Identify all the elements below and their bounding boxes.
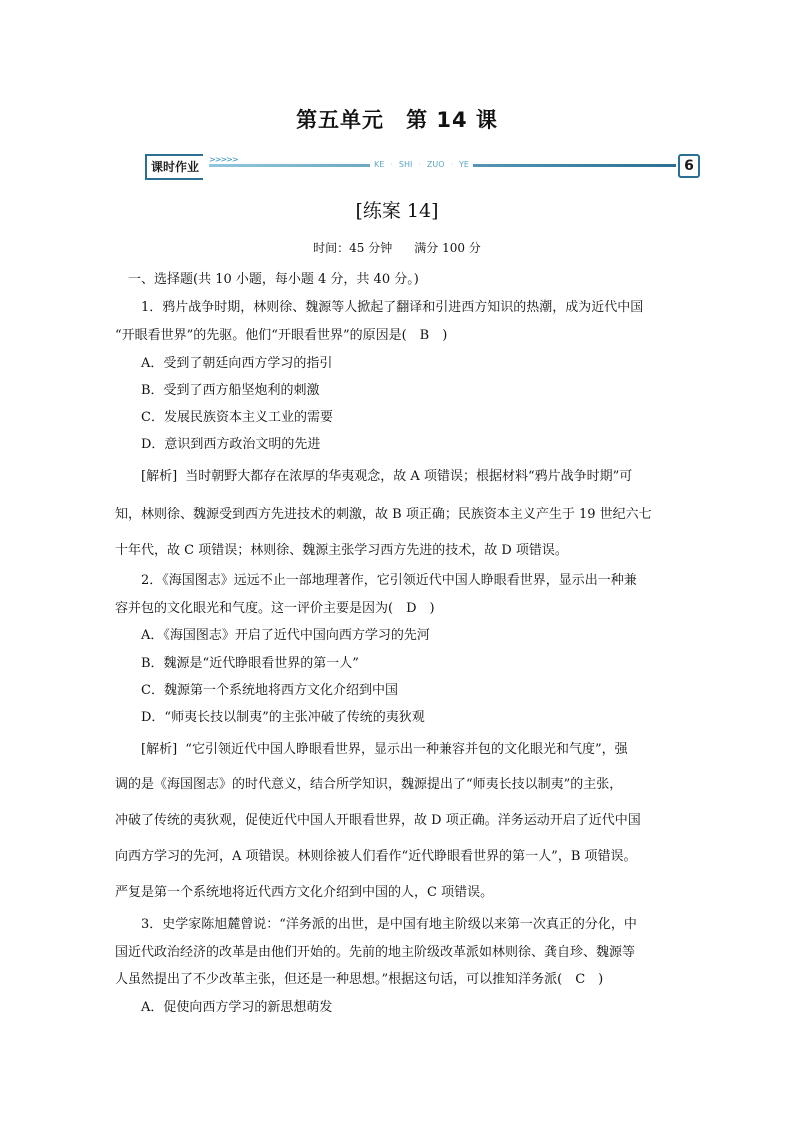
q3-option-a: A．促使向西方学习的新思想萌发 <box>141 1000 333 1015</box>
homework-banner <box>145 152 700 178</box>
q1-option-b: B．受到了西方船坚炮利的刺激 <box>141 383 320 398</box>
q2-option-b: B．魏源是“近代睁眼看世界的第一人” <box>141 656 359 671</box>
q2-analysis-line: 向西方学习的先河，A 项错误。林则徐被人们看作“近代睁眼看世界的第一人”，B 项错误。 <box>115 849 637 864</box>
q1-stem-line: 1．鸦片战争时期，林则徐、魏源等人掀起了翻译和引进西方知识的热潮，成为近代中国 <box>141 300 644 315</box>
time-limit: 时间：45 分钟 <box>313 241 393 255</box>
full-score: 满分 100 分 <box>414 241 481 255</box>
q2-stem-line: 2．《海国图志》远远不止一部地理著作，它引领近代中国人睁眼看世界，显示出一种兼 <box>141 573 637 588</box>
q2-analysis-line: 冲破了传统的夷狄观，促使近代中国人开眼看世界，故 D 项正确。洋务运动开启了近代中国 <box>115 813 641 828</box>
unit-title <box>0 104 794 134</box>
q1-stem-line: “开眼看世界”的先驱。他们“开眼看世界”的原因是( B ) <box>115 328 448 343</box>
q1-option-a: A．受到了朝廷向西方学习的指引 <box>141 356 333 371</box>
analysis-text: 当时朝野大都存在浓厚的华夷观念，故 A 项错误；根据材料“鸦片战争时期”可 <box>185 469 633 484</box>
q2-analysis-line: 调的是《海国图志》的时代意义，结合所学知识，魏源提出了“师夷长技以制夷”的主张， <box>115 777 623 792</box>
q2-option-c: C．魏源第一个系统地将西方文化介绍到中国 <box>141 683 398 698</box>
q3-stem-line: 国近代政治经济的改革是由他们开始的。先前的地主阶级改革派如林则徐、龚自珍、魏源等 <box>115 945 636 960</box>
banner-word: ZUO <box>426 160 445 169</box>
q2-analysis-line: 严复是第一个系统地将近代西方文化介绍到中国的人，C 项错误。 <box>115 885 494 900</box>
q2-analysis-line <box>141 738 628 757</box>
banner-label: 课时作业 <box>145 154 203 180</box>
q2-option-d: D．“师夷长技以制夷”的主张冲破了传统的夷狄观 <box>141 710 425 725</box>
banner-word: SHI <box>398 160 413 169</box>
q3-stem-line: 3．史学家陈旭麓曾说：“洋务派的出世，是中国有地主阶级以来第一次真正的分化，中 <box>141 917 637 932</box>
q1-option-c: C．发展民族资本主义工业的需要 <box>141 410 333 425</box>
banner-word: YE <box>459 160 469 169</box>
banner-word: KE <box>374 160 385 169</box>
q3-stem-line: 人虽然提出了不少改革主张，但还是一种思想。”根据这句话，可以推知洋务派( C ) <box>115 972 604 987</box>
analysis-text: “它引领近代中国人睁眼看世界，显示出一种兼容并包的文化眼光和气度”，强 <box>185 742 628 757</box>
exercise-title: [练案 14] <box>355 200 439 222</box>
section-heading: 一、选择题(共 10 小题，每小题 4 分，共 40 分。) <box>128 272 419 287</box>
q1-analysis-line: 十年代，故 C 项错误；林则徐、魏源主张学习西方先进的技术，故 D 项错误。 <box>115 543 568 558</box>
q1-option-d: D．意识到西方政治文明的先进 <box>141 437 321 452</box>
q2-stem-line: 容并包的文化眼光和气度。这一评价主要是因为( D ) <box>115 601 435 616</box>
analysis-tag: [解析] <box>141 742 178 757</box>
q1-analysis-line <box>141 465 632 484</box>
unit-label: 第五单元 <box>296 108 385 132</box>
q2-option-a: A．《海国图志》开启了近代中国向西方学习的先河 <box>141 628 430 643</box>
banner-arrows-icon: >>>>> <box>209 155 238 164</box>
lesson-label: 第 14 课 <box>406 108 498 132</box>
time-info <box>0 239 794 256</box>
q1-analysis-line: 知，林则徐、魏源受到西方先进技术的刺激，故 B 项正确；民族资本主义产生于 19 世纪六七 <box>115 507 652 522</box>
banner-number-badge: 6 <box>678 154 700 178</box>
banner-pinyin: KE · SHI · ZUO · YE <box>370 158 473 172</box>
analysis-tag: [解析] <box>141 469 178 484</box>
